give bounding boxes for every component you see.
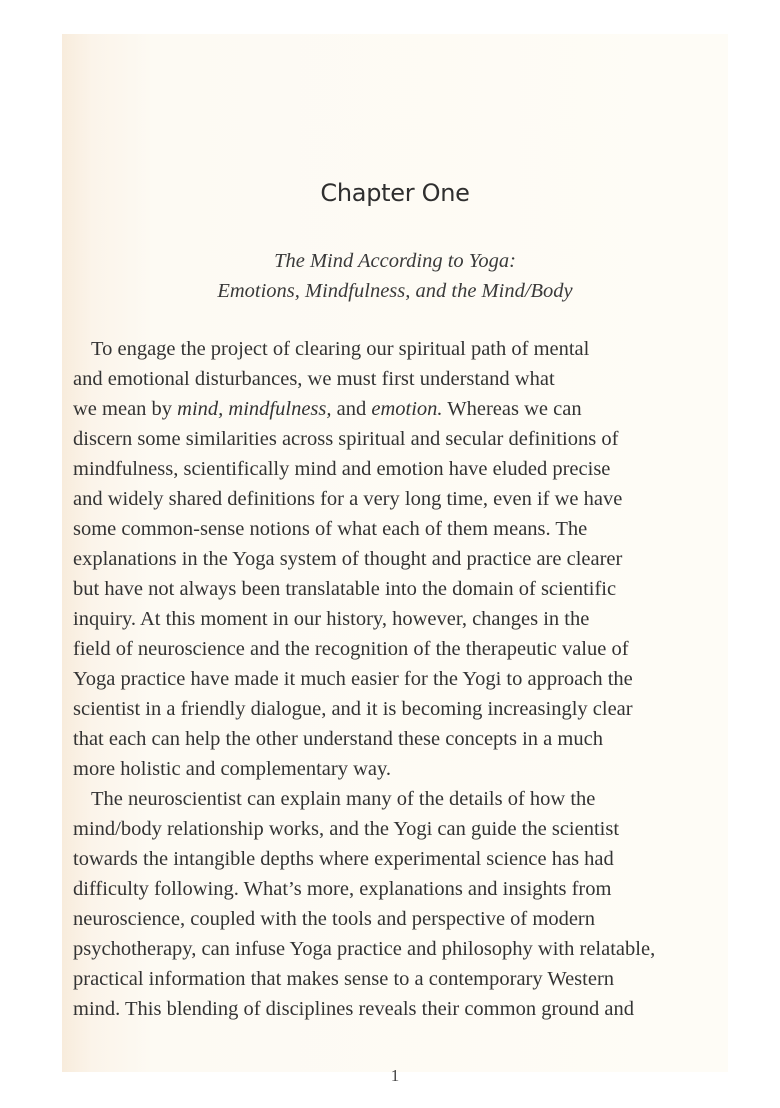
text-line: and widely shared definitions for a very long time, even if we have xyxy=(73,488,623,510)
chapter-subtitle xyxy=(62,246,728,306)
text-line: field of neuroscience and the recognition of the therapeutic value of xyxy=(73,638,629,660)
text-line: practical information that makes sense to a contemporary Western xyxy=(73,968,615,990)
page-number: 1 xyxy=(390,1066,400,1085)
paragraph-1 xyxy=(73,334,733,784)
text-line: discern some similarities across spiritual and secular definitions of xyxy=(73,428,619,450)
subtitle-line: Emotions, Mindfulness, and the Mind/Body xyxy=(217,280,573,302)
text-line: inquiry. At this moment in our history, however, changes in the xyxy=(73,608,590,630)
chapter-title: Chapter One xyxy=(320,179,470,207)
text-line: more holistic and complementary way. xyxy=(73,758,392,780)
text-line: scientist in a friendly dialogue, and it is becoming increasingly clear xyxy=(73,698,633,720)
paragraph-2 xyxy=(73,784,733,1024)
text-line: difficulty following. What’s more, explanations and insights from xyxy=(73,878,612,900)
chapter-body xyxy=(73,334,733,1024)
text-line: mind. This blending of disciplines reveals their common ground and xyxy=(73,998,634,1020)
text-line: mind/body relationship works, and the Yogi can guide the scientist xyxy=(73,818,620,840)
subtitle-line: The Mind According to Yoga: xyxy=(274,250,516,272)
emphasized-term: emotion. xyxy=(371,398,443,420)
text-line: neuroscience, coupled with the tools and perspective of modern xyxy=(73,908,596,930)
emphasized-term: mind, mindfulness, xyxy=(177,398,332,420)
text-line: but have not always been translatable into the domain of scientific xyxy=(73,578,617,600)
text-line: mindfulness, scientifically mind and emotion have eluded precise xyxy=(73,458,611,480)
text-line: towards the intangible depths where experimental science has had xyxy=(73,848,614,870)
text-line: that each can help the other understand these concepts in a much xyxy=(73,728,603,750)
text-line: To engage the project of clearing our spiritual path of mental xyxy=(91,338,590,360)
text-line: explanations in the Yoga system of thought and practice are clearer xyxy=(73,548,623,570)
text-run: we mean by xyxy=(73,398,178,420)
text-line-with-emphasis xyxy=(73,394,733,424)
text-line: Yoga practice have made it much easier for the Yogi to approach the xyxy=(73,668,633,690)
text-line: some common-sense notions of what each of them means. The xyxy=(73,518,588,540)
book-page xyxy=(62,34,728,1085)
text-line: The neuroscientist can explain many of the details of how the xyxy=(91,788,596,810)
text-run: Whereas we can xyxy=(442,398,582,420)
text-line: psychotherapy, can infuse Yoga practice and philosophy with relatable, xyxy=(73,938,656,960)
text-line: and emotional disturbances, we must first understand what xyxy=(73,368,555,390)
text-run: and xyxy=(331,398,372,420)
